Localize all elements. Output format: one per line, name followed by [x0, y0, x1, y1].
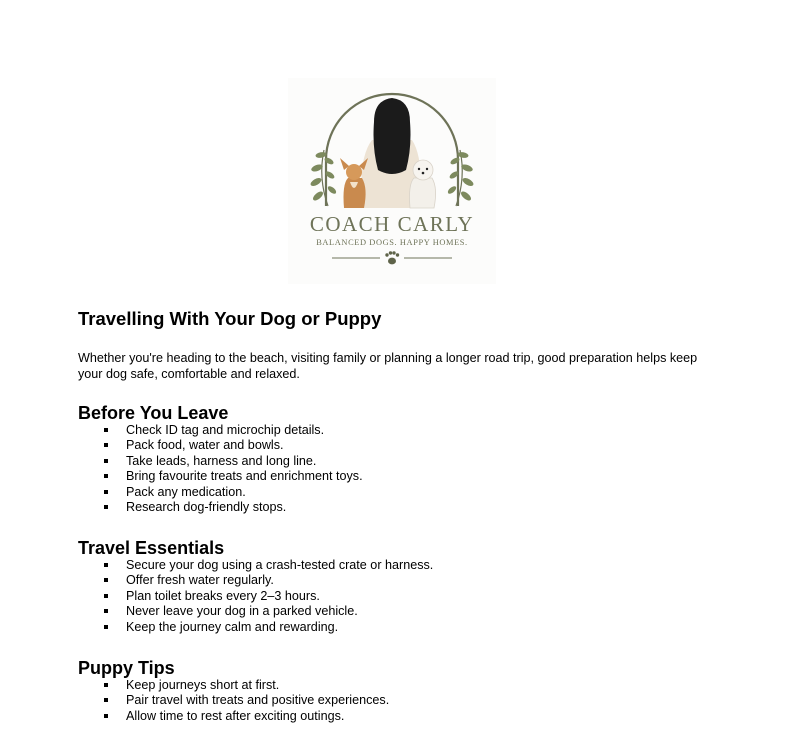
bullet-list	[78, 423, 718, 515]
list-item: Offer fresh water regularly.	[78, 573, 718, 588]
list-item: Allow time to rest after exciting outings.	[78, 709, 718, 724]
bullet-list	[78, 558, 718, 635]
list-item: Take leads, harness and long line.	[78, 454, 718, 469]
list-item: Plan toilet breaks every 2–3 hours.	[78, 589, 718, 604]
chihuahua-icon	[340, 158, 368, 208]
list-item: Never leave your dog in a parked vehicle.	[78, 604, 718, 619]
list-item: Pack any medication.	[78, 485, 718, 500]
list-item: Research dog-friendly stops.	[78, 500, 718, 515]
logo-illustration	[288, 78, 496, 284]
list-item: Secure your dog using a crash-tested crate or harness.	[78, 558, 718, 573]
logo-brand-name: COACH CARLY	[309, 212, 475, 236]
section-puppy-tips	[78, 658, 718, 724]
paw-print-icon	[385, 251, 399, 264]
bullet-list	[78, 678, 718, 724]
list-item: Bring favourite treats and enrichment toys.	[78, 469, 718, 484]
laurel-wreath-icon	[446, 150, 474, 206]
section-heading: Before You Leave	[78, 403, 229, 423]
intro-paragraph: Whether you're heading to the beach, visiting family or planning a longer road trip, good preparation helps keep your dog safe, comfortable and relaxed.	[78, 351, 698, 381]
coach-carly-logo	[288, 78, 496, 284]
section-heading: Travel Essentials	[78, 538, 225, 558]
section-before-you-leave	[78, 403, 718, 515]
white-puppy-icon	[410, 160, 436, 208]
list-item: Keep journeys short at first.	[78, 678, 718, 693]
list-item: Pack food, water and bowls.	[78, 438, 718, 453]
list-item: Pair travel with treats and positive experiences.	[78, 693, 718, 708]
list-item: Keep the journey calm and rewarding.	[78, 620, 718, 635]
laurel-wreath-icon	[309, 150, 337, 206]
logo-tagline: BALANCED DOGS. HAPPY HOMES.	[316, 238, 468, 247]
section-heading: Puppy Tips	[78, 658, 175, 678]
list-item: Check ID tag and microchip details.	[78, 423, 718, 438]
section-travel-essentials	[78, 538, 718, 635]
document-title: Travelling With Your Dog or Puppy	[78, 308, 382, 329]
